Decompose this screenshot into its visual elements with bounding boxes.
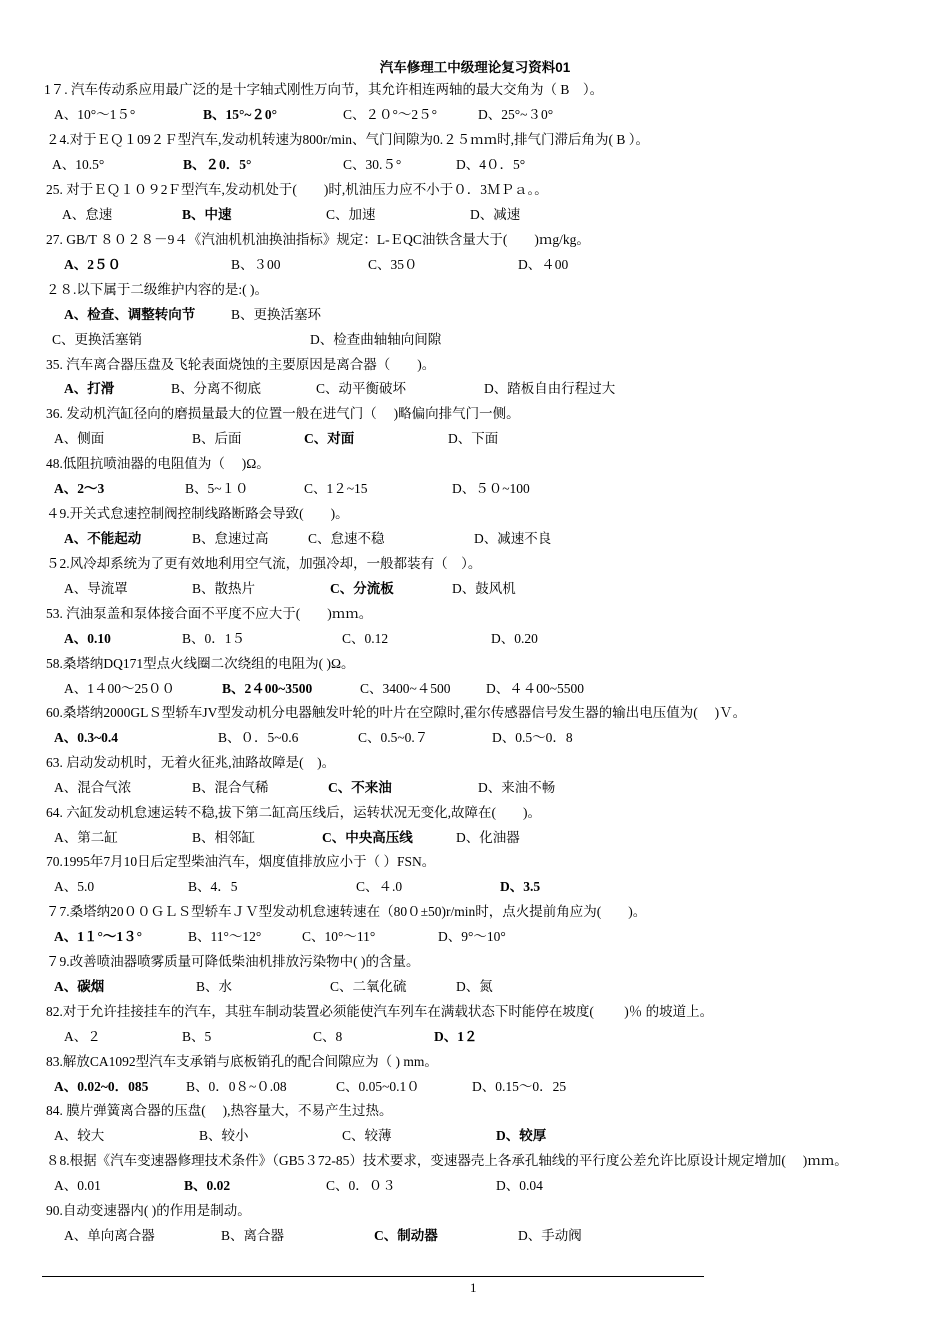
option-d: D、4０．5° bbox=[456, 157, 526, 172]
option-d: D、来油不畅 bbox=[478, 780, 556, 795]
option-a: A、1４00～25００ bbox=[64, 681, 175, 696]
question-stem: 82.对于允许挂接挂车的汽车，其驻车制动装置必须能使汽车列车在满载状态下时能停在坡度( )％ 的坡道上。 bbox=[46, 1004, 714, 1019]
option-b: B、5 bbox=[182, 1029, 212, 1044]
option-b: B、4．5 bbox=[188, 879, 238, 894]
option-b: B、２0．5° bbox=[183, 157, 252, 172]
option-c: C、分流板 bbox=[330, 581, 394, 596]
option-a: A、怠速 bbox=[62, 207, 113, 222]
question-stem: 70.1995年7月10日后定型柴油汽车，烟度值排放应小于（ ）FSN。 bbox=[46, 854, 436, 869]
option-d: D、减速不良 bbox=[474, 531, 552, 546]
option-d: D、0.04 bbox=[496, 1178, 543, 1193]
option-b: B、0.02 bbox=[184, 1178, 231, 1193]
option-b: B、水 bbox=[196, 979, 233, 994]
question-stem: 53. 汽油泵盖和泵体接合面不平度不应大于( )ｍｍ。 bbox=[46, 606, 373, 621]
option-d: D、0.15～0．25 bbox=[472, 1079, 567, 1094]
question-stem: 36. 发动机汽缸径向的磨损量最大的位置一般在进气门（ )略偏向排气门一侧。 bbox=[46, 406, 520, 421]
option-d: D、踏板自由行程过大 bbox=[484, 381, 616, 396]
option-d: D、较厚 bbox=[496, 1128, 547, 1143]
option-d: D、检查曲轴轴向间隙 bbox=[310, 332, 442, 347]
option-c: C、二氧化硫 bbox=[330, 979, 407, 994]
option-c: C、不来油 bbox=[328, 780, 392, 795]
option-a: A、10.5° bbox=[52, 157, 105, 172]
question-stem: ４9.开关式怠速控制阀控制线路断路会导致( )。 bbox=[46, 506, 349, 521]
question-stem: 90.自动变速器内( )的作用是制动。 bbox=[46, 1203, 251, 1218]
option-b: B、11°～12° bbox=[188, 929, 262, 944]
option-b: B、0．1５ bbox=[182, 631, 246, 646]
option-a: A、0.3~0.4 bbox=[54, 730, 119, 745]
option-c: C、２０°～2５° bbox=[343, 107, 438, 122]
option-a: A、2〜3 bbox=[54, 481, 105, 496]
option-c: C、0.05~0.1０ bbox=[336, 1079, 420, 1094]
option-b: B、３00 bbox=[231, 257, 281, 272]
option-c: C、较薄 bbox=[342, 1128, 392, 1143]
option-b: B、散热片 bbox=[192, 581, 256, 596]
option-d: D、减速 bbox=[470, 207, 521, 222]
option-c: C、加速 bbox=[326, 207, 376, 222]
question-stem: ２4.对于ＥＱ１09２Ｆ型汽车,发动机转速为800r/min、气门间隙为0.２５ｍｍ时,排气门滞后角为( B ）。 bbox=[46, 132, 649, 147]
option-a: A、0.10 bbox=[64, 631, 111, 646]
option-c: C、动平衡破坏 bbox=[316, 381, 407, 396]
option-c: C、0．０３ bbox=[326, 1178, 396, 1193]
question-stem: 27. GB/T ８０２８－9４《汽油机机油换油指标》规定：L-ＥQC油铁含量大于( )ｍg/kg。 bbox=[46, 232, 590, 247]
question-stem: 58.桑塔纳DQ171型点火线圈二次绕组的电阻为( )Ω。 bbox=[46, 656, 355, 671]
option-d: D、手动阀 bbox=[518, 1228, 582, 1243]
option-b: B、后面 bbox=[192, 431, 242, 446]
option-c: C、10°～11° bbox=[302, 929, 376, 944]
question-stem: 25. 对于ＥＱ１０９2Ｆ型汽车,发动机处于( )时,机油压力应不小于０．3ＭＰａ。。 bbox=[46, 182, 548, 197]
option-a: A、10°～1５° bbox=[54, 107, 136, 122]
option-d: D、25°~３0° bbox=[478, 107, 554, 122]
option-b: B、离合器 bbox=[221, 1228, 285, 1243]
option-d: D、下面 bbox=[448, 431, 499, 446]
option-d: D、1２ bbox=[434, 1029, 478, 1044]
option-d: D、9°～10° bbox=[438, 929, 506, 944]
option-a: A、0.01 bbox=[54, 1178, 101, 1193]
option-b: B、怠速过高 bbox=[192, 531, 269, 546]
question-stem: ７9.改善喷油器喷雾质量可降低柴油机排放污染物中( )的含量。 bbox=[46, 954, 420, 969]
option-d: D、氮 bbox=[456, 979, 493, 994]
option-a: A、单向离合器 bbox=[64, 1228, 155, 1243]
page-number: 1 bbox=[470, 1280, 477, 1295]
option-b: B、０．5~0.6 bbox=[218, 730, 299, 745]
option-d: D、鼓风机 bbox=[452, 581, 516, 596]
option-b: B、混合气稀 bbox=[192, 780, 269, 795]
option-a: A、碳烟 bbox=[54, 979, 105, 994]
option-c: C、3400~４500 bbox=[360, 681, 451, 696]
question-stem: ５2.风冷却系统为了更有效地利用空气流，加强冷却，一般都装有（ ）。 bbox=[46, 556, 482, 571]
option-a: A、２ bbox=[64, 1029, 101, 1044]
option-c: C、怠速不稳 bbox=[308, 531, 385, 546]
option-a: A、2５０ bbox=[64, 257, 121, 272]
question-stem: ８8.根据《汽车变速器修理技术条件》（GB5３72-85）技术要求，变速器壳上各承孔轴线的平行度公差允许比原设计规定增加( )ｍｍ。 bbox=[46, 1153, 848, 1168]
question-stem: 60.桑塔纳2000GLＳ型轿车JV型发动机分电器触发叶轮的叶片在空隙时,霍尔传感器信号发生器的输出电压值为( )Ｖ。 bbox=[46, 705, 747, 720]
option-b: B、更换活塞环 bbox=[231, 307, 322, 322]
option-a: A、第二缸 bbox=[54, 830, 118, 845]
option-b: B、分离不彻底 bbox=[171, 381, 262, 396]
option-a: A、打滑 bbox=[64, 381, 115, 396]
option-d: D、化油器 bbox=[456, 830, 520, 845]
option-b: B、0．0８~０.08 bbox=[186, 1079, 287, 1094]
option-c: C、0.5~0.７ bbox=[358, 730, 429, 745]
question-stem: 63. 启动发动机时，无着火征兆,油路故障是( )。 bbox=[46, 755, 336, 770]
option-c: C、４.0 bbox=[356, 879, 403, 894]
option-d: D、0.20 bbox=[491, 631, 538, 646]
option-c: C、0.12 bbox=[342, 631, 389, 646]
option-b: B、15°~２0° bbox=[203, 107, 278, 122]
option-b: B、5~１０ bbox=[185, 481, 249, 496]
option-a: A、5.0 bbox=[54, 879, 95, 894]
option-a: A、不能起动 bbox=[64, 531, 142, 546]
option-d: D、3.5 bbox=[500, 879, 541, 894]
option-a: A、0.02~0．085 bbox=[54, 1079, 149, 1094]
option-d: D、４00 bbox=[518, 257, 569, 272]
question-stem: ７7.桑塔纳20００ＧＬＳ型轿车ＪＶ型发动机怠速转速在（80０±50)r/min时，点火提前角应为( )。 bbox=[46, 904, 647, 919]
question-stem: 64. 六缸发动机怠速运转不稳,拔下第二缸高压线后，运转状况无变化,故障在( )。 bbox=[46, 805, 541, 820]
question-stem: 48.低阻抗喷油器的电阻值为（ )Ω。 bbox=[46, 456, 270, 471]
question-stem: 35. 汽车离合器压盘及飞轮表面烧蚀的主要原因是离合器（ )。 bbox=[46, 357, 436, 372]
option-a: A、导流罩 bbox=[64, 581, 128, 596]
question-stem: 1７. 汽车传动系应用最广泛的是十字轴式刚性万向节，其允许相连两轴的最大交角为（ B ）。 bbox=[44, 82, 604, 97]
option-b: B、相邻缸 bbox=[192, 830, 256, 845]
option-c: C、8 bbox=[313, 1029, 343, 1044]
footer-rule bbox=[42, 1276, 704, 1277]
question-stem: 84. 膜片弹簧离合器的压盘( ),热容量大，不易产生过热。 bbox=[46, 1103, 393, 1118]
option-c: C、1２~15 bbox=[304, 481, 368, 496]
document-title: 汽车修理工中级理论复习资料01 bbox=[379, 60, 571, 75]
option-c: C、对面 bbox=[304, 431, 355, 446]
option-c: C、制动器 bbox=[374, 1228, 438, 1243]
question-stem: ２８.以下属于二级维护内容的是:( )。 bbox=[46, 282, 268, 297]
option-a: A、混合气浓 bbox=[54, 780, 132, 795]
option-c: C、35０ bbox=[368, 257, 418, 272]
option-c: C、30.５° bbox=[343, 157, 402, 172]
option-d: D、0.5～0．8 bbox=[492, 730, 573, 745]
option-a: A、1１°～1３° bbox=[54, 929, 143, 944]
option-d: D、４４00~5500 bbox=[486, 681, 585, 696]
option-a: A、侧面 bbox=[54, 431, 105, 446]
option-c: C、中央高压线 bbox=[322, 830, 413, 845]
option-b: B、中速 bbox=[182, 207, 232, 222]
option-b: B、较小 bbox=[199, 1128, 249, 1143]
question-stem: 83.解放CA1092型汽车支承销与底板销孔的配合间隙应为（ ) mm。 bbox=[46, 1054, 438, 1069]
option-d: D、５０~100 bbox=[452, 481, 530, 496]
option-a: A、检查、调整转向节 bbox=[64, 307, 196, 322]
option-b: B、2４00~3500 bbox=[222, 681, 313, 696]
option-c: C、更换活塞销 bbox=[52, 332, 143, 347]
option-a: A、较大 bbox=[54, 1128, 105, 1143]
